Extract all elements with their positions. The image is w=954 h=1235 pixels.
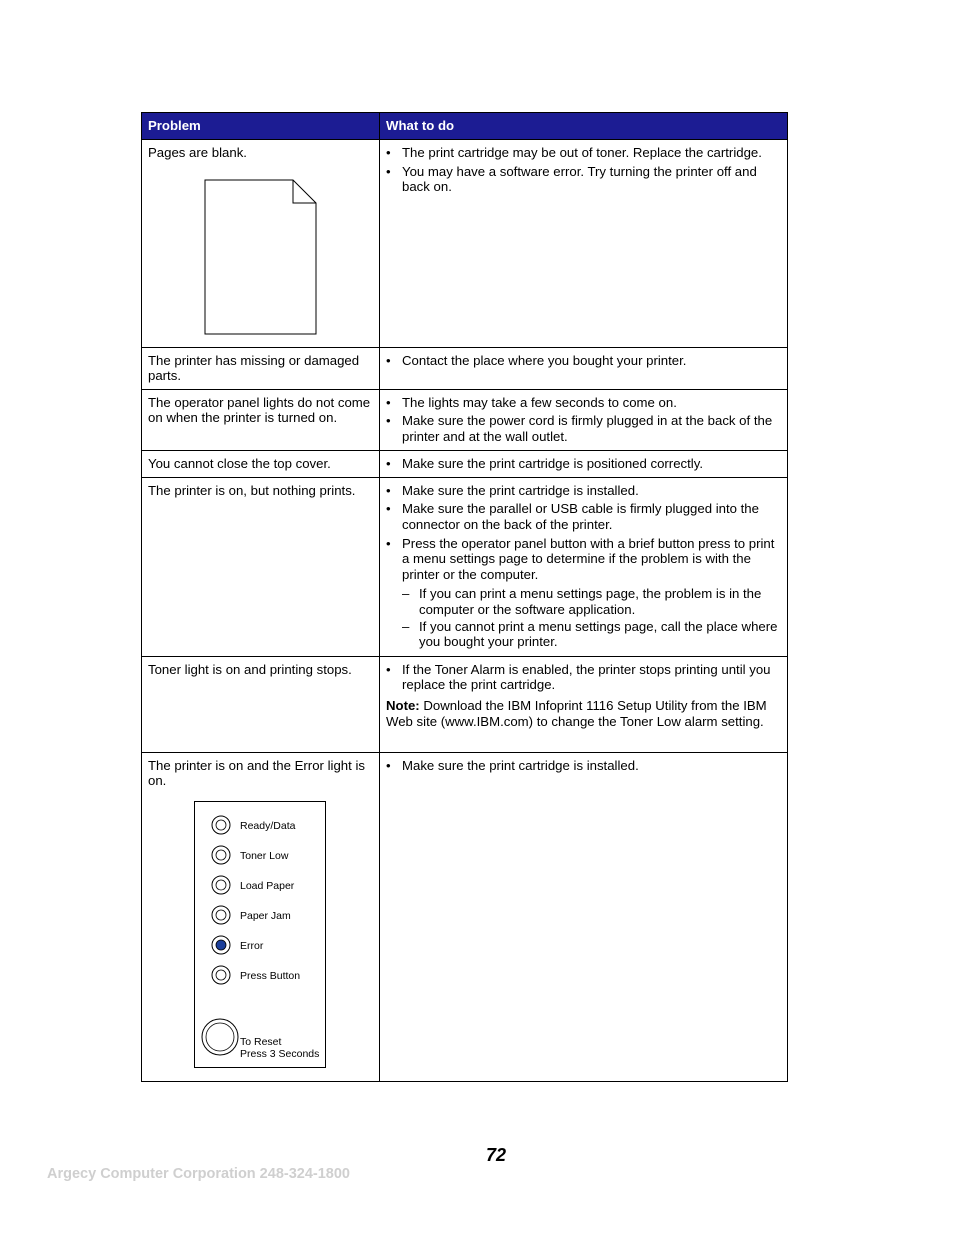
indicator-light-icon: [211, 845, 231, 865]
solution-text: If the Toner Alarm is enabled, the printer stops printing until you replace the print cartridge.: [402, 661, 771, 693]
list-item: • You may have a software error. Try turning the printer off and back on.: [386, 163, 757, 195]
problem-cell: [142, 389, 380, 450]
indicator-light-icon: [211, 965, 231, 985]
list-item: • The print cartridge may be out of toner. Replace the cartridge.: [386, 145, 762, 160]
problem-cell: [142, 140, 380, 348]
problem-text: The printer is on and the Error light is on.: [148, 757, 365, 789]
indicator-light-label: Press Button: [240, 969, 301, 982]
problem-text: The printer is on, but nothing prints.: [148, 482, 356, 498]
table-row: [142, 389, 788, 450]
solution-text: Make sure the print cartridge is installed.: [402, 482, 639, 498]
problem-cell: [142, 450, 380, 477]
solution-cell: [380, 477, 788, 656]
sub-solution-text: If you can print a menu settings page, the problem is in the computer or the software application.: [419, 586, 762, 617]
panel-button-icon: [201, 1018, 239, 1056]
column-header-what-to-do: What to do: [380, 113, 788, 140]
table-header-row: [142, 113, 788, 140]
sub-solution-text: If you cannot print a menu settings page, call the place where you bought your printer.: [419, 618, 778, 650]
solution-cell: [380, 752, 788, 1081]
indicator-light-icon: [211, 815, 231, 835]
indicator-light-label: Toner Low: [240, 849, 289, 862]
solution-text: Make sure the print cartridge is installed.: [402, 757, 639, 773]
solution-text: Make sure the print cartridge is positioned correctly.: [402, 455, 703, 471]
problem-cell: [142, 347, 380, 389]
list-item: • The lights may take a few seconds to come on.: [386, 394, 677, 410]
solution-text: Contact the place where you bought your printer.: [402, 352, 687, 368]
problem-text: Toner light is on and printing stops.: [148, 661, 352, 677]
table-row: [142, 347, 788, 389]
note-text: Download the IBM Infoprint 1116 Setup Utility from the IBM Web site (www.IBM.com) to change the Toner Low alarm setting.: [386, 697, 767, 729]
solution-cell: [380, 347, 788, 389]
list-item: • Make sure the print cartridge is positioned correctly.: [386, 455, 703, 471]
reset-instruction: [240, 1036, 319, 1060]
blank-page-illustration: [204, 179, 318, 335]
list-item: • If the Toner Alarm is enabled, the printer stops printing until you replace the print cartridge.: [386, 661, 771, 693]
solution-cell: [380, 140, 788, 348]
table-row: [142, 656, 788, 752]
table-row: [142, 450, 788, 477]
indicator-light-label: Ready/Data: [240, 819, 296, 832]
indicator-light-label: Error: [240, 939, 264, 952]
table-row: [142, 752, 788, 1081]
list-item: • Make sure the print cartridge is installed.: [386, 482, 639, 498]
solution-text: You may have a software error. Try turning the printer off and back on.: [402, 163, 757, 195]
solution-text: The lights may take a few seconds to come on.: [402, 394, 677, 410]
table-row: [142, 477, 788, 656]
indicator-light-icon: [211, 905, 231, 925]
problem-text: The operator panel lights do not come on when the printer is turned on.: [148, 394, 371, 426]
indicator-light-label: Paper Jam: [240, 909, 291, 922]
list-item: • Contact the place where you bought your printer.: [386, 352, 687, 368]
indicator-light-icon: [211, 875, 231, 895]
solution-text: Make sure the power cord is firmly plugged in at the back of the printer and at the wall outlet.: [402, 413, 773, 444]
troubleshooting-table: [141, 112, 788, 1082]
note: [386, 698, 781, 729]
reset-line-2: Press 3 Seconds: [240, 1047, 320, 1060]
solution-text: The print cartridge may be out of toner. Replace the cartridge.: [402, 145, 762, 160]
note-label: Note:: [386, 697, 420, 713]
problem-text: The printer has missing or damaged parts.: [148, 352, 360, 384]
problem-text: You cannot close the top cover.: [148, 455, 331, 471]
column-header-problem: Problem: [142, 113, 380, 140]
problem-cell: [142, 656, 380, 752]
operator-panel-illustration: [194, 801, 326, 1068]
sub-list-item: – If you cannot print a menu settings page, call the place where you bought your printer.: [402, 618, 778, 650]
solution-cell: [380, 656, 788, 752]
page-number: 72: [485, 1145, 507, 1165]
indicator-light-label: Load Paper: [240, 879, 295, 892]
solution-text: Make sure the parallel or USB cable is firmly plugged into the connector on the back of the printer.: [402, 501, 759, 532]
problem-cell: [142, 752, 380, 1081]
list-item: • Press the operator panel button with a brief button press to print a menu settings page to determine if the problem is with the printer or the computer. – If you can print a menu settings page, the problem is in the computer or the software application. – If you cannot print a menu settings page, call the place where you bought your printer.: [386, 536, 781, 650]
table-row: [142, 140, 788, 348]
indicator-light-icon: [211, 935, 231, 955]
solution-cell: [380, 389, 788, 450]
list-item: • Make sure the parallel or USB cable is firmly plugged into the connector on the back of the printer.: [386, 501, 759, 532]
footer-text: Argecy Computer Corporation 248-324-1800: [47, 1166, 350, 1182]
problem-cell: [142, 477, 380, 656]
solution-text: Press the operator panel button with a brief button press to print a menu settings page to determine if the problem is with the printer or the computer.: [402, 535, 775, 582]
list-item: • Make sure the power cord is firmly plugged in at the back of the printer and at the wall outlet.: [386, 413, 773, 444]
problem-text: Pages are blank.: [148, 145, 247, 160]
solution-cell: [380, 450, 788, 477]
reset-line-1: To Reset: [240, 1035, 282, 1048]
sub-list-item: – If you can print a menu settings page, the problem is in the computer or the software application.: [402, 586, 762, 617]
list-item: • Make sure the print cartridge is installed.: [386, 757, 639, 773]
